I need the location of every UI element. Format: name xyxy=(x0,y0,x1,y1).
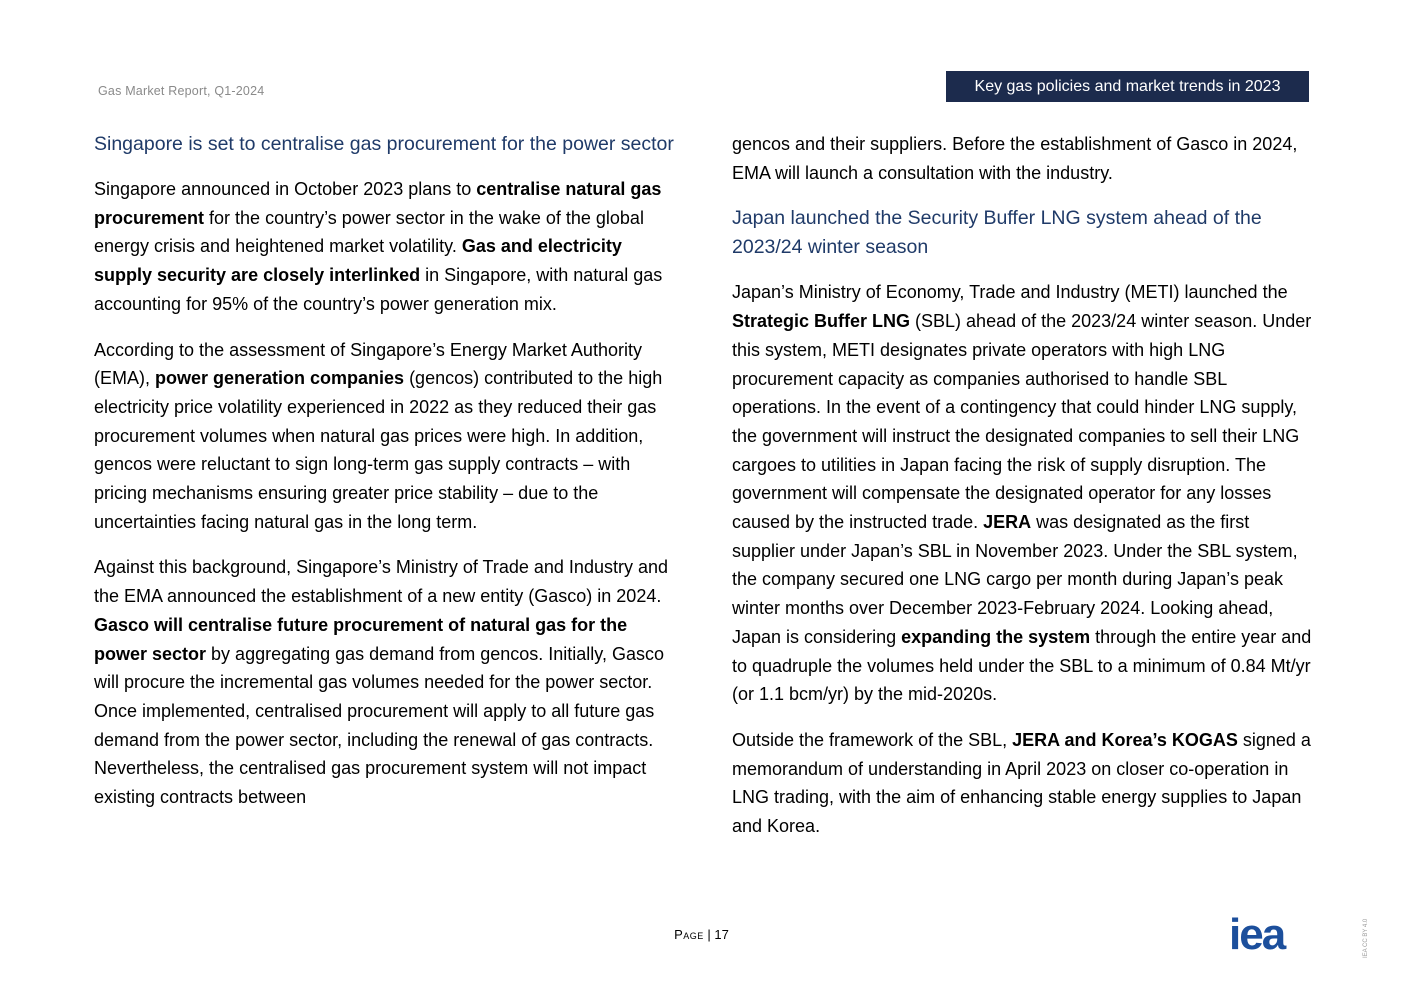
page-label: Page xyxy=(674,927,704,942)
left-column xyxy=(94,130,674,829)
page-number-value: 17 xyxy=(714,927,729,942)
paragraph xyxy=(94,175,674,319)
paragraph xyxy=(732,726,1312,841)
paragraph xyxy=(732,130,1312,187)
text-run: Singapore announced in October 2023 plans to xyxy=(94,179,477,199)
bold-text: Strategic Buffer LNG xyxy=(732,311,911,332)
text-run: signed a memorandum of understanding in April 2023 on closer co-operation in LNG trading, with the aim of enhancing stable energy supplies to Japan and Korea. xyxy=(732,729,1311,837)
report-title: Gas Market Report, Q1-2024 xyxy=(98,84,265,98)
bold-text: expanding the system xyxy=(901,626,1091,647)
page-number xyxy=(0,927,1403,942)
bold-text: Gasco will centralise future procurement of natural gas for the power sector xyxy=(94,614,628,664)
paragraph xyxy=(94,336,674,537)
bold-text: JERA xyxy=(983,512,1032,533)
text-run: (SBL) ahead of the 2023/24 winter season. Under this system, METI designates private operators with high LNG procurement capacity as companies authorised to handle SBL operations. In the event of a contingency that could hinder LNG supply, the government will instruct the designated companies to sell their LNG cargoes to utilities in Japan facing the risk of supply disruption. The government will compensate the designated operator for any losses caused by the instructed trade. xyxy=(732,311,1312,533)
text-run: Against this background, Singapore’s Ministry of Trade and Industry and the EMA announced the establishment of a new entity (Gasco) in 2024. xyxy=(94,557,668,607)
page-separator: | xyxy=(707,927,711,942)
right-column xyxy=(732,130,1312,858)
singapore-heading: Singapore is set to centralise gas procurement for the power sector xyxy=(94,133,674,155)
section-banner: Key gas policies and market trends in 2023 xyxy=(946,71,1309,102)
japan-heading: Japan launched the Security Buffer LNG system ahead of the 2023/24 winter season xyxy=(732,207,1262,259)
text-run: (gencos) contributed to the high electricity price volatility experienced in 2022 as they reduced their gas procurement volumes when natural gas prices were high. In addition, gencos were reluctant to sign long-term gas supply contracts – with pricing mechanisms ensuring greater price stability – due to the uncertainties facing natural gas in the long term. xyxy=(94,368,663,532)
text-run: was designated as the first supplier under Japan’s SBL in November 2023. Under the SBL system, the company secured one LNG cargo per month during Japan’s peak winter months over December 2023-February 2024. Looking ahead, Japan is considering xyxy=(732,512,1298,647)
iea-logo xyxy=(1229,916,1309,952)
text-run: for the country’s power sector in the wake of the global energy crisis and heightened market volatility. xyxy=(94,207,644,257)
text-run: According to the assessment of Singapore’s Energy Market Authority (EMA), xyxy=(94,339,642,389)
bold-text: JERA and Korea’s KOGAS xyxy=(1012,729,1238,750)
bold-text: centralise natural gas procurement xyxy=(94,179,662,228)
text-run: by aggregating gas demand from gencos. Initially, Gasco will procure the incremental gas volumes needed for the power sector. Once implemented, centralised procurement will apply to all future gas demand from the power sector, including the renewal of gas contracts. Nevertheless, the centralised gas procurement system will not impact existing contracts between xyxy=(94,643,664,808)
text-run: gencos and their suppliers. Before the establishment of Gasco in 2024, EMA will launch a consultation with the industry. xyxy=(732,134,1298,183)
logo-text: iea xyxy=(1229,916,1285,952)
bold-text: Gas and electricity supply security are closely interlinked xyxy=(94,236,622,286)
license-text: IEA CC BY 4.0 xyxy=(1363,918,1369,958)
paragraph xyxy=(732,278,1312,709)
text-run: Outside the framework of the SBL, xyxy=(732,729,1013,750)
paragraph xyxy=(94,553,674,811)
text-run: in Singapore, with natural gas accounting for 95% of the country’s power generation mix. xyxy=(94,265,663,314)
bold-text: power generation companies xyxy=(155,368,405,389)
text-run: Japan’s Ministry of Economy, Trade and Industry (METI) launched the xyxy=(732,282,1288,303)
text-run: through the entire year and to quadruple the volumes held under the SBL to a minimum of 0.84 Mt/yr (or 1.1 bcm/yr) by the mid-2020s. xyxy=(732,626,1312,705)
